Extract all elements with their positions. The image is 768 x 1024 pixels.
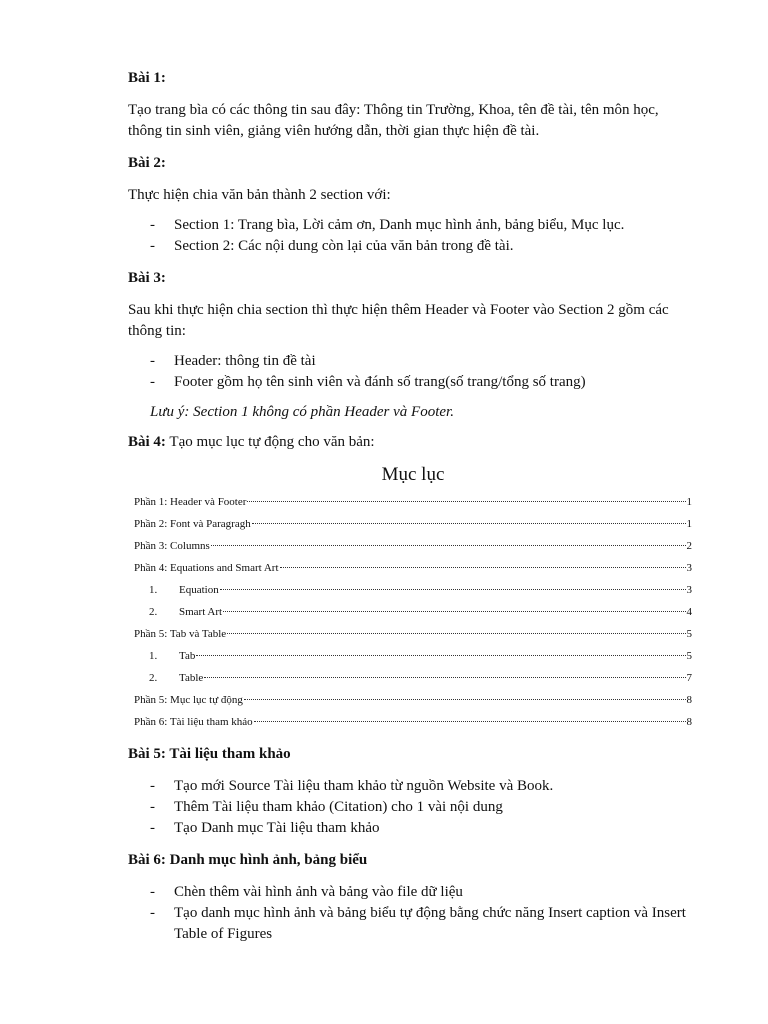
list-item: - Section 2: Các nội dung còn lại của văn bản trong đề tài.: [128, 236, 688, 257]
list-item: - Chèn thêm vài hình ảnh và bảng vào file dữ liệu: [128, 882, 688, 903]
toc-entry-label: Phần 6: Tài liệu tham khảo: [134, 716, 253, 728]
toc-page-number: 8: [686, 694, 692, 706]
toc-page-number: 3: [686, 584, 692, 596]
toc-entry[interactable]: [134, 557, 692, 579]
toc-page-number: 2: [686, 540, 692, 552]
toc-entry[interactable]: [134, 623, 692, 645]
list-item: - Tạo Danh mục Tài liệu tham khảo: [128, 818, 688, 839]
toc-entry[interactable]: [134, 491, 692, 513]
exercise-4-line: [128, 432, 688, 453]
toc-entry-label: Phần 4: Equations and Smart Art: [134, 562, 279, 574]
toc-dot-leader: [204, 677, 685, 678]
toc-entries: [134, 491, 692, 733]
exercise-4-title: Bài 4:: [128, 434, 166, 450]
toc-entry-label: Phần 2: Font và Paragragh: [134, 518, 251, 530]
toc-entry-label: Phần 5: Tab và Table: [134, 628, 227, 640]
exercise-2-text: Thực hiện chia văn bản thành 2 section với:: [128, 187, 391, 203]
dash-bullet: -: [150, 905, 155, 921]
toc-dot-leader: [220, 589, 686, 590]
exercise-1-text: Tạo trang bìa có các thông tin sau đây: Thông tin Trường, Khoa, tên đề tài, tên môn học, thông tin sinh viên, giảng viên hướng dẫn, thời gian thực hiện đề tài.: [128, 102, 659, 139]
toc-dot-leader: [196, 655, 685, 656]
list-item: - Tạo mới Source Tài liệu tham khảo từ nguồn Website và Book.: [128, 776, 688, 797]
toc-dot-leader: [223, 611, 685, 612]
list-item: - Thêm Tài liệu tham khảo (Citation) cho 1 vài nội dung: [128, 797, 688, 818]
list-item: - Section 1: Trang bìa, Lời cảm ơn, Danh mục hình ảnh, bảng biểu, Mục lục.: [128, 215, 688, 236]
exercise-5-list: [128, 776, 688, 839]
toc-dot-leader: [227, 633, 685, 634]
toc-entry-label: Phần 1: Header và Footer: [134, 496, 247, 508]
toc-entry[interactable]: [134, 667, 692, 689]
dash-bullet: -: [150, 778, 155, 794]
toc-entry-index: 1.: [149, 584, 158, 596]
dash-bullet: -: [150, 238, 155, 254]
table-of-contents: [134, 463, 692, 733]
toc-page-number: 4: [686, 606, 692, 618]
exercise-5-title: Bài 5: Tài liệu tham khảo: [128, 746, 291, 762]
toc-entry[interactable]: [134, 711, 692, 733]
exercise-2-title: Bài 2:: [128, 155, 166, 171]
toc-entry[interactable]: [134, 513, 692, 535]
toc-page-number: 1: [686, 496, 692, 508]
exercise-3-list: [128, 351, 688, 393]
list-item: - Tạo danh mục hình ảnh và bảng biểu tự động bằng chức năng Insert caption và Insert Table of Figures: [150, 905, 686, 942]
toc-dot-leader: [280, 567, 686, 568]
exercise-3-text: Sau khi thực hiện chia section thì thực hiện thêm Header và Footer vào Section 2 gồm các thông tin:: [128, 302, 669, 339]
toc-page-number: 7: [686, 672, 692, 684]
toc-page-number: 3: [686, 562, 692, 574]
toc-entry-label: Smart Art: [179, 606, 223, 618]
toc-entry[interactable]: [134, 689, 692, 711]
list-item: - Footer gồm họ tên sinh viên và đánh số trang(số trang/tổng số trang): [128, 372, 688, 393]
toc-dot-leader: [252, 523, 686, 524]
exercise-6-title: Bài 6: Danh mục hình ảnh, bảng biểu: [128, 852, 368, 868]
toc-entry-label: Phần 3: Columns: [134, 540, 210, 552]
dash-bullet: -: [150, 374, 155, 390]
exercise-3-title: Bài 3:: [128, 270, 166, 286]
toc-dot-leader: [254, 721, 686, 722]
toc-entry[interactable]: [134, 535, 692, 557]
toc-dot-leader: [244, 699, 686, 700]
dash-bullet: -: [150, 820, 155, 836]
toc-dot-leader: [247, 501, 685, 502]
toc-entry[interactable]: [134, 579, 692, 601]
toc-page-number: 5: [686, 650, 692, 662]
toc-page-number: 5: [686, 628, 692, 640]
toc-dot-leader: [211, 545, 686, 546]
dash-bullet: -: [150, 799, 155, 815]
toc-entry-index: 1.: [149, 650, 158, 662]
exercise-4-text: Tạo mục lục tự động cho văn bản:: [169, 434, 375, 450]
toc-entry[interactable]: [134, 601, 692, 623]
dash-bullet: -: [150, 353, 155, 369]
exercise-3-note: Lưu ý: Section 1 không có phần Header và Footer.: [150, 404, 454, 420]
toc-entry-label: Table: [179, 672, 204, 684]
list-item: - Header: thông tin đề tài: [128, 351, 688, 372]
toc-page-number: 1: [686, 518, 692, 530]
toc-entry-index: 2.: [149, 606, 158, 618]
exercise-6-list: [128, 882, 688, 945]
exercise-2-list: [128, 215, 688, 257]
document-page: [128, 68, 692, 945]
toc-entry-index: 2.: [149, 672, 158, 684]
toc-entry-label: Tab: [179, 650, 196, 662]
toc-entry[interactable]: [134, 645, 692, 667]
toc-entry-label: Equation: [179, 584, 219, 596]
toc-title: Mục lục: [381, 464, 445, 485]
toc-entry-label: Phần 5: Mục lục tự động: [134, 694, 243, 706]
exercise-1-title: Bài 1:: [128, 70, 166, 86]
toc-page-number: 8: [686, 716, 692, 728]
dash-bullet: -: [150, 217, 155, 233]
dash-bullet: -: [150, 884, 155, 900]
